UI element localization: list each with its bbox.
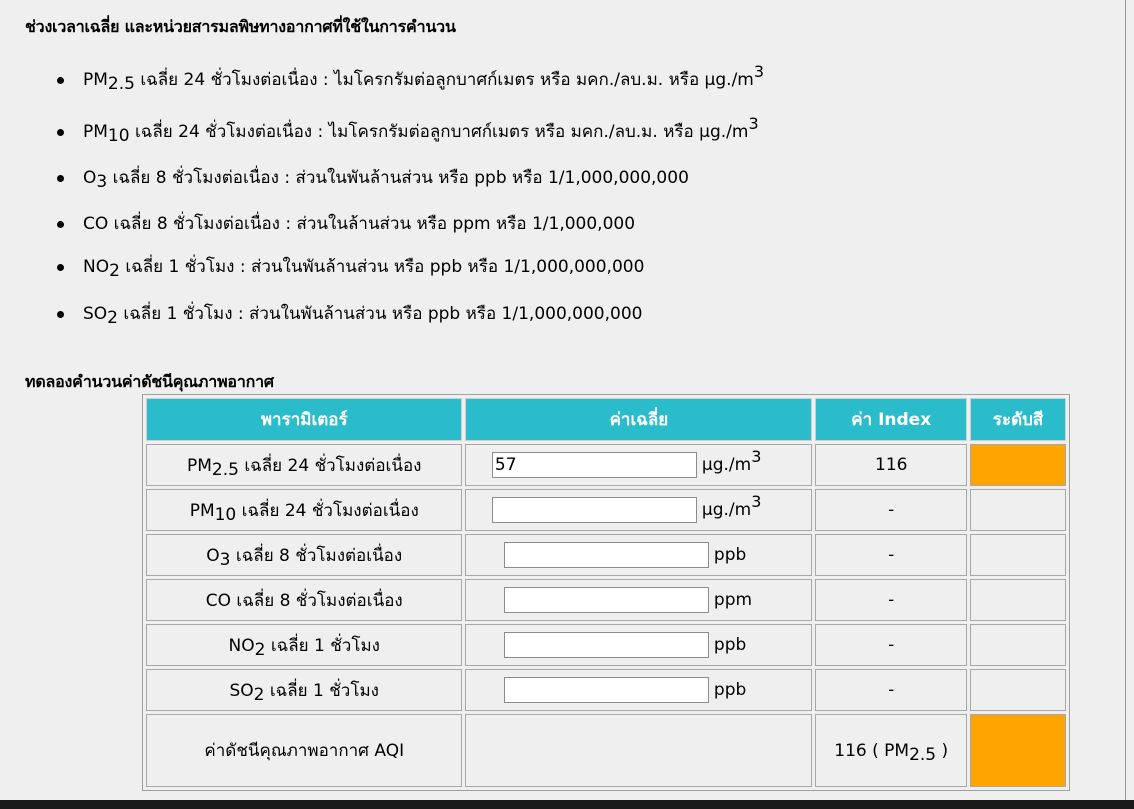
parameter-period: เฉลี่ย 1 ชั่วโมง xyxy=(264,680,379,701)
no2-average-input[interactable] xyxy=(504,632,709,658)
aqi-value-subscript: 2.5 xyxy=(909,744,937,765)
list-item-superscript: 3 xyxy=(753,62,765,81)
so2-average-input[interactable] xyxy=(504,677,709,703)
bullet-icon xyxy=(57,175,64,182)
header-average: ค่าเฉลี่ย xyxy=(465,398,812,441)
parameter-period: เฉลี่ย 8 ชั่วโมงต่อเนื่อง xyxy=(230,545,403,566)
aqi-value xyxy=(815,714,967,787)
table-row xyxy=(146,669,1066,711)
aqi-value-close: ) xyxy=(936,740,949,761)
parameter-subscript: 2 xyxy=(253,684,265,705)
list-item-subscript: 2 xyxy=(107,308,118,328)
average-cell xyxy=(465,444,812,486)
table-row xyxy=(146,489,1066,531)
list-item-description: เฉลี่ย 24 ชั่วโมงต่อเนื่อง : ไมโครกรัมต่อลูกบาศก์เมตร หรือ มคก./ลบ.ม. หรือ µg./m xyxy=(134,70,754,90)
list-item-pollutant: CO xyxy=(83,214,109,234)
color-level-swatch xyxy=(970,444,1066,486)
index-value: - xyxy=(815,579,967,621)
list-item-pollutant: NO xyxy=(83,257,110,277)
list-item-subscript: 3 xyxy=(96,172,108,192)
index-value: - xyxy=(815,489,967,531)
average-cell xyxy=(465,624,812,666)
parameter-cell xyxy=(146,624,462,666)
list-item-pollutant: SO xyxy=(83,304,108,324)
average-cell xyxy=(465,669,812,711)
color-level-swatch xyxy=(970,534,1066,576)
color-level-swatch xyxy=(970,669,1066,711)
o3-average-input[interactable] xyxy=(504,542,709,568)
list-item-subscript: 2 xyxy=(109,261,120,281)
unit-label: ppb xyxy=(713,680,747,700)
parameter-pollutant: O xyxy=(206,545,220,566)
parameter-period: เฉลี่ย 1 ชั่วโมง xyxy=(265,635,380,656)
aqi-calculator-heading: ทดลองคำนวนค่าดัชนีคุณภาพอากาศ xyxy=(25,372,274,391)
aqi-calculator-table xyxy=(142,394,1070,791)
averaging-units-heading: ช่วงเวลาเฉลี่ย และหน่วยสารมลพิษทางอากาศที่ใช้ในการคำนวน xyxy=(25,17,456,36)
average-cell xyxy=(465,489,812,531)
unit-label: ppb xyxy=(713,545,747,565)
list-item-description: เฉลี่ย 8 ชั่วโมงต่อเนื่อง : ส่วนในพันล้านส่วน หรือ ppb หรือ 1/1,000,000,000 xyxy=(107,168,689,188)
header-index: ค่า Index xyxy=(815,398,967,441)
parameter-period: เฉลี่ย 24 ชั่วโมงต่อเนื่อง xyxy=(236,500,419,521)
color-level-swatch xyxy=(970,489,1066,531)
parameter-pollutant: NO xyxy=(228,635,255,656)
unit-label: ppb xyxy=(713,635,747,655)
index-value: - xyxy=(815,669,967,711)
page-right-border xyxy=(1125,0,1126,800)
unit-superscript: 3 xyxy=(751,492,762,511)
aqi-color-swatch xyxy=(970,714,1066,787)
parameter-cell xyxy=(146,444,462,486)
bullet-icon xyxy=(57,77,64,84)
unit-text: µg./m xyxy=(701,500,752,520)
list-item-description: เฉลี่ย 1 ชั่วโมง : ส่วนในพันล้านส่วน หรือ ppb หรือ 1/1,000,000,000 xyxy=(118,304,643,324)
index-value: - xyxy=(815,534,967,576)
pm10-average-input[interactable] xyxy=(492,497,697,523)
list-item-pollutant: PM xyxy=(83,70,108,90)
list-item-description: เฉลี่ย 8 ชั่วโมงต่อเนื่อง : ส่วนในล้านส่วน หรือ ppm หรือ 1/1,000,000 xyxy=(108,214,636,234)
table-row xyxy=(146,534,1066,576)
parameter-subscript: 2 xyxy=(254,639,266,660)
bullet-icon xyxy=(57,221,64,228)
parameter-pollutant: PM xyxy=(186,455,212,476)
color-level-swatch xyxy=(970,579,1066,621)
list-item-superscript: 3 xyxy=(748,114,759,133)
header-parameter: พารามิเตอร์ xyxy=(146,398,462,441)
table-row xyxy=(146,579,1066,621)
list-item-description: เฉลี่ย 24 ชั่วโมงต่อเนื่อง : ไมโครกรัมต่อลูกบาศก์เมตร หรือ มคก./ลบ.ม. หรือ µg./m xyxy=(129,122,749,142)
unit-label xyxy=(701,492,786,520)
co-average-input[interactable] xyxy=(504,587,709,613)
parameter-period: เฉลี่ย 24 ชั่วโมงต่อเนื่อง xyxy=(238,455,422,476)
pm25-average-input[interactable] xyxy=(492,452,697,478)
aqi-value-number: 116 ( PM xyxy=(834,740,910,761)
average-cell xyxy=(465,534,812,576)
parameter-cell xyxy=(146,534,462,576)
list-item-pollutant: PM xyxy=(83,122,108,142)
header-color-level: ระดับสี xyxy=(970,398,1066,441)
list-item-pollutant: O xyxy=(83,168,97,188)
list-item-description: เฉลี่ย 1 ชั่วโมง : ส่วนในพันล้านส่วน หรือ ppb หรือ 1/1,000,000,000 xyxy=(119,257,645,277)
page-bottom-border xyxy=(0,800,1134,809)
parameter-cell xyxy=(146,669,462,711)
parameter-pollutant: CO xyxy=(205,590,231,611)
parameter-cell xyxy=(146,489,462,531)
index-value: 116 xyxy=(815,444,967,486)
parameter-subscript: 3 xyxy=(219,549,231,570)
bullet-icon xyxy=(57,264,64,271)
average-cell xyxy=(465,579,812,621)
aqi-label: ค่าดัชนีคุณภาพอากาศ AQI xyxy=(146,714,462,787)
color-level-swatch xyxy=(970,624,1066,666)
parameter-pollutant: SO xyxy=(229,680,254,701)
list-item-subscript: 10 xyxy=(107,126,130,146)
parameter-pollutant: PM xyxy=(189,500,215,521)
bullet-icon xyxy=(57,311,64,318)
table-row xyxy=(146,624,1066,666)
unit-label: ppm xyxy=(713,590,753,610)
parameter-cell xyxy=(146,579,462,621)
unit-text: µg./m xyxy=(701,455,752,475)
unit-label xyxy=(701,447,786,475)
parameter-period: เฉลี่ย 8 ชั่วโมงต่อเนื่อง xyxy=(231,590,403,611)
aqi-result-row xyxy=(146,714,1066,787)
index-value: - xyxy=(815,624,967,666)
table-row xyxy=(146,444,1066,486)
bullet-icon xyxy=(57,129,64,136)
parameter-subscript: 2.5 xyxy=(211,459,239,480)
aqi-empty-cell xyxy=(465,714,812,787)
unit-superscript: 3 xyxy=(751,447,762,466)
table-header-row xyxy=(146,398,1066,441)
list-item-subscript: 2.5 xyxy=(107,74,135,94)
parameter-subscript: 10 xyxy=(214,504,237,525)
